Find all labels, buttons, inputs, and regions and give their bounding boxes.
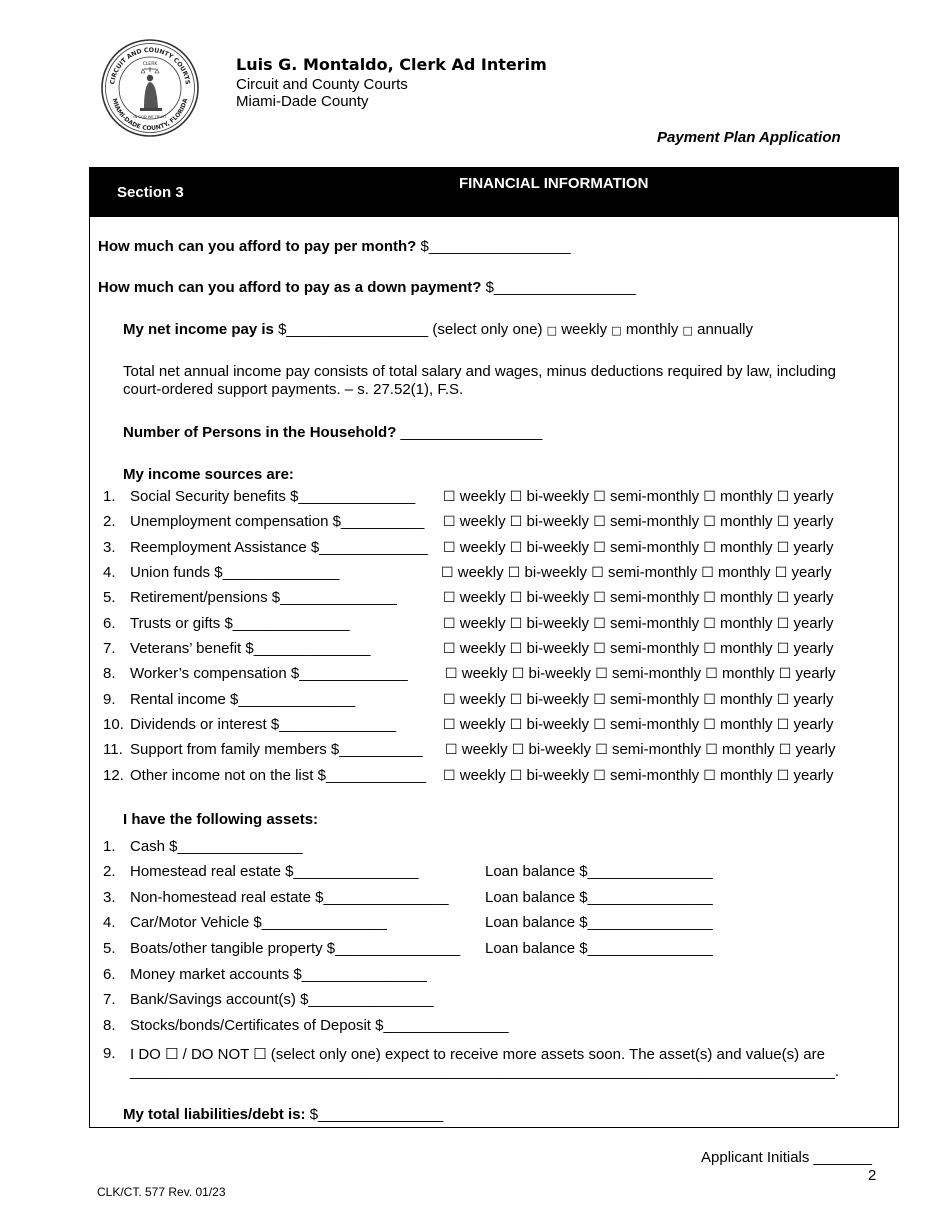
weekly-checkbox[interactable]: ☐	[445, 666, 458, 682]
yearly-checkbox[interactable]: ☐	[776, 514, 790, 530]
yearly-option-label: yearly	[791, 564, 832, 581]
net-income-weekly-checkbox[interactable]: □	[546, 324, 558, 337]
yearly-checkbox[interactable]: ☐	[776, 768, 790, 784]
bi-weekly-checkbox[interactable]: ☐	[507, 565, 521, 581]
yearly-option-label: yearly	[795, 665, 836, 682]
income-frequency-options	[443, 767, 833, 784]
asset-label[interactable]: Stocks/bonds/Certificates of Deposit $_______________	[130, 1017, 509, 1034]
weekly-option-label: weekly	[459, 513, 506, 530]
monthly-option-label: monthly	[722, 741, 775, 758]
net-income-annually-checkbox[interactable]: □	[682, 324, 693, 337]
household-question: Number of Persons in the Household? _________________	[123, 424, 543, 441]
monthly-option-label: monthly	[718, 564, 771, 581]
yearly-checkbox[interactable]: ☐	[776, 616, 790, 632]
income-frequency-options	[443, 716, 833, 733]
yearly-checkbox[interactable]: ☐	[776, 692, 790, 708]
asset-label[interactable]: Boats/other tangible property $_______________	[130, 940, 461, 957]
loan-balance-field[interactable]: Loan balance $_______________	[485, 914, 713, 931]
bi-weekly-option-label: bi-weekly	[526, 488, 590, 505]
semi-monthly-checkbox[interactable]: ☐	[591, 565, 604, 581]
income-number: 10.	[103, 716, 124, 733]
income-source-label[interactable]: Other income not on the list $____________	[130, 767, 427, 784]
assets-heading: I have the following assets:	[123, 811, 319, 828]
yearly-checkbox[interactable]: ☐	[778, 666, 792, 682]
monthly-checkbox[interactable]: ☐	[703, 768, 716, 784]
asset-number: 6.	[103, 966, 116, 983]
semi-monthly-option-label: semi-monthly	[609, 589, 700, 606]
asset-number: 1.	[103, 838, 116, 855]
asset-label[interactable]: Non-homestead real estate $_______________	[130, 889, 449, 906]
monthly-option-label: monthly	[720, 767, 773, 784]
loan-balance-field[interactable]: Loan balance $_______________	[485, 863, 713, 880]
bi-weekly-checkbox[interactable]: ☐	[509, 590, 523, 606]
income-frequency-options	[443, 615, 833, 632]
semi-monthly-option-label: semi-monthly	[611, 741, 702, 758]
income-frequency-options	[443, 640, 833, 657]
section-header-bar	[90, 168, 898, 217]
section-label: Section 3	[117, 184, 184, 201]
weekly-checkbox[interactable]: ☐	[443, 540, 456, 556]
asset-label[interactable]: Money market accounts $_______________	[130, 966, 427, 983]
net-income-note-line-1: Total net annual income pay consists of total salary and wages, minus deductions required by law, including	[123, 363, 836, 380]
weekly-option-label: weekly	[459, 767, 506, 784]
yearly-option-label: yearly	[795, 741, 836, 758]
household-field[interactable]: _________________	[400, 424, 543, 441]
income-source-label[interactable]: Reemployment Assistance $_____________	[130, 539, 428, 556]
income-number: 7.	[103, 640, 116, 657]
weekly-option-label: weekly	[461, 741, 508, 758]
net-income-monthly-checkbox[interactable]: □	[611, 324, 622, 337]
income-frequency-options	[443, 539, 833, 556]
monthly-checkbox[interactable]: ☐	[705, 742, 718, 758]
svg-text:CLERK: CLERK	[142, 62, 158, 67]
bi-weekly-option-label: bi-weekly	[528, 665, 592, 682]
yearly-checkbox[interactable]: ☐	[778, 742, 792, 758]
weekly-option-label: weekly	[459, 691, 506, 708]
asset-number: 2.	[103, 863, 116, 880]
semi-monthly-option-label: semi-monthly	[609, 691, 700, 708]
monthly-checkbox[interactable]: ☐	[703, 540, 716, 556]
yearly-checkbox[interactable]: ☐	[776, 717, 790, 733]
income-frequency-options	[443, 691, 833, 708]
asset-number: 8.	[103, 1017, 116, 1034]
asset-label[interactable]: Car/Motor Vehicle $_______________	[130, 914, 387, 931]
semi-monthly-option-label: semi-monthly	[609, 767, 700, 784]
income-source-label[interactable]: Support from family members $__________	[130, 741, 423, 758]
net-income-row: My net income pay is $_________________ (select only one) □ weekly □ monthly □ annually	[123, 321, 753, 338]
income-source-label[interactable]: Union funds $______________	[130, 564, 340, 581]
monthly-checkbox[interactable]: ☐	[703, 590, 716, 606]
weekly-option-label: weekly	[459, 539, 506, 556]
bi-weekly-option-label: bi-weekly	[526, 640, 590, 657]
income-number: 1.	[103, 488, 116, 505]
semi-monthly-option-label: semi-monthly	[609, 539, 700, 556]
county-name: Miami-Dade County	[236, 93, 369, 110]
yearly-checkbox[interactable]: ☐	[776, 590, 790, 606]
semi-monthly-checkbox[interactable]: ☐	[593, 514, 606, 530]
income-frequency-options	[443, 589, 833, 606]
bi-weekly-checkbox[interactable]: ☐	[509, 717, 523, 733]
weekly-option-label: weekly	[459, 716, 506, 733]
net-income-field[interactable]: $_________________	[278, 321, 429, 338]
liabilities-field[interactable]: $_______________	[309, 1106, 444, 1123]
future-assets-field[interactable]: _____________________________________________________________________________________.	[130, 1063, 839, 1080]
asset-number: 3.	[103, 889, 116, 906]
weekly-option-label: weekly	[459, 589, 506, 606]
monthly-checkbox[interactable]: ☐	[701, 565, 714, 581]
semi-monthly-checkbox[interactable]: ☐	[593, 768, 606, 784]
semi-monthly-checkbox[interactable]: ☐	[593, 641, 606, 657]
monthly-option-label: monthly	[720, 640, 773, 657]
svg-text:CIRCUIT AND COUNTY COURTS: CIRCUIT AND COUNTY COURTS	[109, 46, 191, 85]
asset-number: 5.	[103, 940, 116, 957]
section-title: FINANCIAL INFORMATION	[459, 175, 649, 192]
semi-monthly-option-label: semi-monthly	[609, 640, 700, 657]
income-number: 6.	[103, 615, 116, 632]
weekly-checkbox[interactable]: ☐	[443, 641, 456, 657]
weekly-option-label: weekly	[459, 615, 506, 632]
monthly-checkbox[interactable]: ☐	[703, 616, 716, 632]
income-frequency-options	[443, 513, 833, 530]
form-title: Payment Plan Application	[657, 129, 841, 146]
yearly-option-label: yearly	[793, 513, 834, 530]
monthly-checkbox[interactable]: ☐	[703, 717, 716, 733]
bi-weekly-checkbox[interactable]: ☐	[509, 489, 523, 505]
yearly-option-label: yearly	[793, 691, 834, 708]
income-source-label[interactable]: Unemployment compensation $__________	[130, 513, 425, 530]
semi-monthly-option-label: semi-monthly	[609, 488, 700, 505]
applicant-initials[interactable]: Applicant Initials _______	[701, 1149, 872, 1166]
bi-weekly-option-label: bi-weekly	[526, 539, 590, 556]
form-number: CLK/CT. 577 Rev. 01/23	[97, 1185, 226, 1199]
asset-number: 7.	[103, 991, 116, 1008]
monthly-option-label: monthly	[720, 589, 773, 606]
bi-weekly-option-label: bi-weekly	[528, 741, 592, 758]
monthly-option-label: monthly	[720, 716, 773, 733]
down-payment-question: How much can you afford to pay as a down payment? $_________________	[98, 279, 636, 296]
bi-weekly-option-label: bi-weekly	[526, 691, 590, 708]
income-source-label[interactable]: Worker’s compensation $_____________	[130, 665, 408, 682]
weekly-checkbox[interactable]: ☐	[445, 742, 458, 758]
income-frequency-options	[445, 741, 835, 758]
semi-monthly-option-label: semi-monthly	[609, 513, 700, 530]
income-heading: My income sources are:	[123, 466, 294, 483]
weekly-checkbox[interactable]: ☐	[443, 616, 456, 632]
bi-weekly-checkbox[interactable]: ☐	[509, 540, 523, 556]
weekly-checkbox[interactable]: ☐	[441, 565, 454, 581]
bi-weekly-checkbox[interactable]: ☐	[509, 641, 523, 657]
bi-weekly-checkbox[interactable]: ☐	[509, 768, 523, 784]
income-source-label[interactable]: Social Security benefits $______________	[130, 488, 416, 505]
monthly-option-label: monthly	[720, 488, 773, 505]
bi-weekly-checkbox[interactable]: ☐	[509, 616, 523, 632]
bi-weekly-option-label: bi-weekly	[526, 767, 590, 784]
income-number: 2.	[103, 513, 116, 530]
yearly-option-label: yearly	[793, 539, 834, 556]
bi-weekly-checkbox[interactable]: ☐	[509, 692, 523, 708]
weekly-checkbox[interactable]: ☐	[443, 489, 456, 505]
bi-weekly-checkbox[interactable]: ☐	[511, 742, 525, 758]
bi-weekly-option-label: bi-weekly	[526, 716, 590, 733]
income-number: 12.	[103, 767, 124, 784]
yearly-checkbox[interactable]: ☐	[776, 641, 790, 657]
semi-monthly-option-label: semi-monthly	[609, 615, 700, 632]
asset-number: 9.	[103, 1045, 116, 1062]
bi-weekly-checkbox[interactable]: ☐	[509, 514, 523, 530]
future-assets-text: I DO ☐ / DO NOT ☐ (select only one) expect to receive more assets soon. The asset(s) and value(s) are	[130, 1046, 825, 1063]
weekly-checkbox[interactable]: ☐	[443, 768, 456, 784]
monthly-payment-field[interactable]: $_________________	[420, 238, 571, 255]
income-number: 5.	[103, 589, 116, 606]
page-number: 2	[868, 1167, 877, 1184]
weekly-option-label: weekly	[457, 564, 504, 581]
asset-label[interactable]: Cash $_______________	[130, 838, 303, 855]
monthly-checkbox[interactable]: ☐	[703, 641, 716, 657]
income-source-label[interactable]: Retirement/pensions $______________	[130, 589, 397, 606]
asset-number: 4.	[103, 914, 116, 931]
monthly-option-label: monthly	[720, 691, 773, 708]
semi-monthly-checkbox[interactable]: ☐	[593, 717, 606, 733]
income-source-label[interactable]: Veterans’ benefit $______________	[130, 640, 371, 657]
monthly-checkbox[interactable]: ☐	[705, 666, 718, 682]
weekly-checkbox[interactable]: ☐	[443, 692, 456, 708]
yearly-checkbox[interactable]: ☐	[774, 565, 788, 581]
semi-monthly-option-label: semi-monthly	[611, 665, 702, 682]
semi-monthly-option-label: semi-monthly	[607, 564, 698, 581]
asset-label[interactable]: Bank/Savings account(s) $_______________	[130, 991, 434, 1008]
weekly-option-label: weekly	[461, 665, 508, 682]
income-number: 4.	[103, 564, 116, 581]
yearly-option-label: yearly	[793, 640, 834, 657]
weekly-checkbox[interactable]: ☐	[443, 514, 456, 530]
income-source-label[interactable]: Trusts or gifts $______________	[130, 615, 350, 632]
svg-text:IN GOD WE TRUST: IN GOD WE TRUST	[133, 115, 167, 119]
loan-balance-field[interactable]: Loan balance $_______________	[485, 940, 713, 957]
weekly-option-label: weekly	[459, 488, 506, 505]
yearly-option-label: yearly	[793, 589, 834, 606]
semi-monthly-checkbox[interactable]: ☐	[595, 742, 608, 758]
income-number: 11.	[103, 741, 123, 758]
clerk-seal-logo	[100, 38, 200, 138]
yearly-option-label: yearly	[793, 488, 834, 505]
monthly-checkbox[interactable]: ☐	[703, 489, 716, 505]
semi-monthly-checkbox[interactable]: ☐	[593, 692, 606, 708]
bi-weekly-option-label: bi-weekly	[526, 615, 590, 632]
net-income-note-line-2: court-ordered support payments. – s. 27.52(1), F.S.	[123, 381, 464, 398]
income-frequency-options	[443, 488, 833, 505]
court-name: Circuit and County Courts	[236, 76, 408, 93]
svg-text:MIAMI-DADE COUNTY, FLORIDA: MIAMI-DADE COUNTY, FLORIDA	[110, 97, 190, 133]
income-source-label[interactable]: Rental income $______________	[130, 691, 356, 708]
monthly-checkbox[interactable]: ☐	[703, 692, 716, 708]
income-number: 8.	[103, 665, 116, 682]
income-number: 3.	[103, 539, 116, 556]
weekly-option-label: weekly	[459, 640, 506, 657]
monthly-option-label: monthly	[722, 665, 775, 682]
monthly-payment-question: How much can you afford to pay per month? $_________________	[98, 238, 571, 255]
yearly-checkbox[interactable]: ☐	[776, 489, 790, 505]
bi-weekly-option-label: bi-weekly	[526, 513, 590, 530]
yearly-option-label: yearly	[793, 767, 834, 784]
semi-monthly-checkbox[interactable]: ☐	[593, 540, 606, 556]
semi-monthly-checkbox[interactable]: ☐	[593, 616, 606, 632]
income-frequency-options	[445, 665, 835, 682]
semi-monthly-checkbox[interactable]: ☐	[593, 590, 606, 606]
income-frequency-options	[441, 564, 831, 581]
monthly-option-label: monthly	[720, 615, 773, 632]
liabilities-row: My total liabilities/debt is: $_______________	[123, 1106, 444, 1123]
weekly-checkbox[interactable]: ☐	[443, 590, 456, 606]
monthly-checkbox[interactable]: ☐	[703, 514, 716, 530]
down-payment-field[interactable]: $_________________	[485, 279, 636, 296]
semi-monthly-checkbox[interactable]: ☐	[595, 666, 608, 682]
monthly-option-label: monthly	[720, 539, 773, 556]
monthly-option-label: monthly	[720, 513, 773, 530]
weekly-checkbox[interactable]: ☐	[443, 717, 456, 733]
yearly-option-label: yearly	[793, 615, 834, 632]
bi-weekly-option-label: bi-weekly	[524, 564, 588, 581]
clerk-name: Luis G. Montaldo, Clerk Ad Interim	[236, 55, 547, 74]
yearly-option-label: yearly	[793, 716, 834, 733]
bi-weekly-option-label: bi-weekly	[526, 589, 590, 606]
loan-balance-field[interactable]: Loan balance $_______________	[485, 889, 713, 906]
semi-monthly-checkbox[interactable]: ☐	[593, 489, 606, 505]
asset-label[interactable]: Homestead real estate $_______________	[130, 863, 419, 880]
income-source-label[interactable]: Dividends or interest $______________	[130, 716, 397, 733]
income-number: 9.	[103, 691, 116, 708]
yearly-checkbox[interactable]: ☐	[776, 540, 790, 556]
semi-monthly-option-label: semi-monthly	[609, 716, 700, 733]
bi-weekly-checkbox[interactable]: ☐	[511, 666, 525, 682]
